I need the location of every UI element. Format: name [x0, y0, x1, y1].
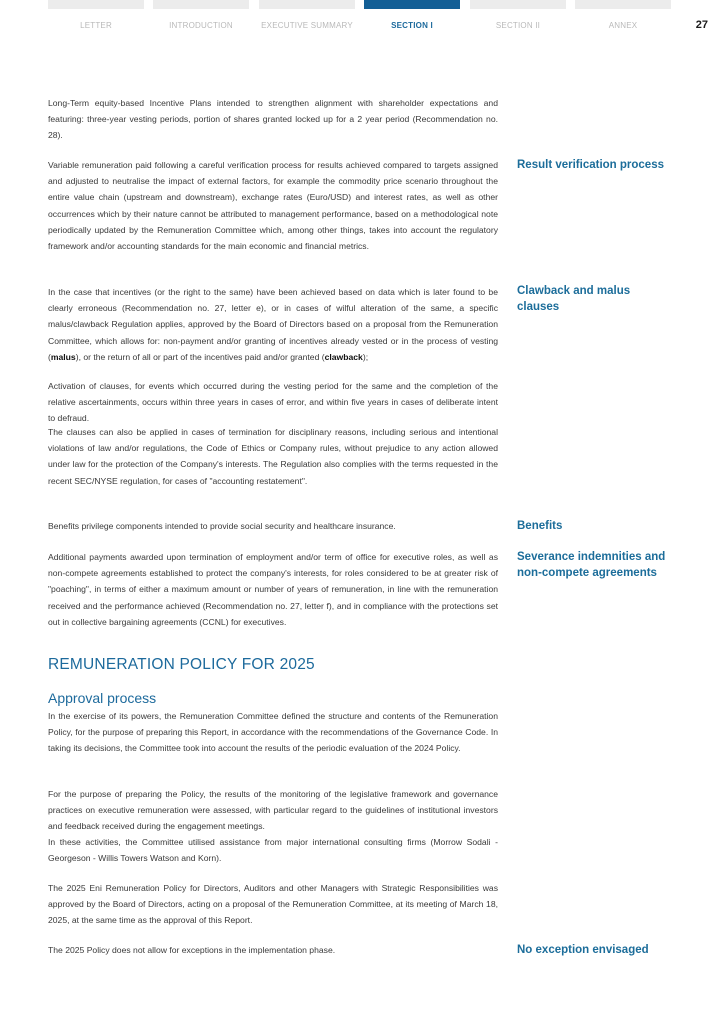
paragraph-variable-remuneration: Variable remuneration paid following a careful verification process for results achieved compared to targets assigned and adjusted to neutralise the impact of external factors, for example the commodity price scenario throughout the entire value chain (upstream and downstream), exchange rates (Euro/USD) and interest rates, as well as other occurrences which by their nature cannot be attributed to management performance, based on a methodological note periodically updated by the Remuneration Committee which, among other things, takes into account the regulatory framework and/or accounting standards for the main economic and financial metrics.	[48, 160, 498, 252]
side-note-clawback-malus: Clawback and malus clauses	[517, 285, 631, 313]
subsection-heading: Approval process	[48, 690, 157, 706]
text-segment: ), or the return of all or part of the incentives paid and/or granted (	[75, 351, 325, 362]
paragraph-termination-clauses: The clauses can also be applied in cases of termination for disciplinary reasons, including serious and intentional violations of law and/or regulations, the Code of Ethics or Company rules, without prejudice to any action allowed under law for the protection of the Company's interests. The Regulation also complies with the terms requested in the recent SEC/NYSE regulation, for cases of "accounting restatement".	[48, 427, 498, 486]
paragraph-consulting-firms: In these activities, the Committee utilised assistance from major international consulting firms (Morrow Sodali - Georgeson - Willis Towers Watson and Korn).	[48, 837, 498, 864]
tab-introduction[interactable]	[153, 0, 249, 40]
side-note-benefits: Benefits	[517, 520, 563, 532]
tab-annex[interactable]	[575, 0, 671, 40]
tab-label: LETTER	[80, 21, 112, 30]
tab-executive-summary[interactable]	[259, 0, 355, 40]
paragraph-policy-approval: The 2025 Eni Remuneration Policy for Directors, Auditors and other Managers with Strategic Responsibilities was approved by the Board of Directors, acting on a proposal of the Remuneration Committee, at its meeting of March 18, 2025, at the same time as the approval of this Report.	[48, 883, 498, 926]
paragraph-policy-preparation: For the purpose of preparing the Policy, the results of the monitoring of the legislative framework and governance practices on executive remuneration were assessed, with particular regard to the guidelines of institutional investors and feedback received during the engagement meetings.	[48, 789, 498, 832]
side-note-no-exception: No exception envisaged	[517, 944, 649, 956]
tab-label: INTRODUCTION	[169, 21, 233, 30]
section-heading: REMUNERATION POLICY FOR 2025	[48, 656, 315, 673]
tab-indicator	[153, 0, 249, 9]
tab-letter[interactable]	[48, 0, 144, 40]
clawback-term: clawback	[324, 351, 363, 362]
paragraph-long-term-incentives: Long-Term equity-based Incentive Plans intended to strengthen alignment with shareholder expectations and featuring: three-year vesting periods, portion of shares granted locked up for a 2 year period (Recommendation no. 28).	[48, 98, 498, 141]
tab-indicator	[259, 0, 355, 9]
side-note-result-verification: Result verification process	[517, 159, 664, 171]
tab-section-i[interactable]	[364, 0, 460, 40]
tab-label: SECTION II	[495, 21, 541, 30]
top-navigation	[48, 0, 668, 40]
tab-indicator	[48, 0, 144, 9]
text-segment: In the case that incentives (or the right to the same) have been achieved based on data which is later found to be clearly erroneous (Recommendation no. 27, letter e), or in cases of wilful alteration of the same, a specific malus/clawback Regulation applies, approved by the Board of Directors based on a proposal from the Remuneration Committee, which allows for: non-payment and/or granting of incentives already vested or in the process of vesting (	[48, 287, 498, 362]
paragraph-malus-clawback	[48, 284, 498, 365]
paragraph-activation-clauses: Activation of clauses, for events which occurred during the vesting period for the same and the completion of the relative ascertainments, occurs within three years in cases of error, and within five years in cases of deliberate intent to defraud.	[48, 381, 498, 424]
side-note-severance: Severance indemnities and non-compete agreements	[517, 551, 666, 579]
page-number: 27	[695, 19, 708, 31]
tab-indicator	[470, 0, 566, 9]
paragraph-approval-process: In the exercise of its powers, the Remuneration Committee defined the structure and contents of the Remuneration Policy, for the purpose of preparing this Report, in accordance with the recommendations of the Governance Code. In taking its decisions, the Committee took into account the results of the periodic evaluation of the 2024 Policy.	[48, 711, 498, 754]
tab-indicator	[364, 0, 460, 9]
tab-section-ii[interactable]	[470, 0, 566, 40]
malus-term: malus	[50, 351, 76, 362]
text-segment: );	[362, 351, 369, 362]
paragraph-benefits: Benefits privilege components intended to provide social security and healthcare insurance.	[48, 521, 396, 531]
tab-label: SECTION I	[391, 21, 433, 30]
tab-label: ANNEX	[608, 21, 638, 30]
paragraph-severance: Additional payments awarded upon termination of employment and/or term of office for executive roles, as well as non-compete agreements established to protect the company's interests, for roles considered to be at greater risk of "poaching", in terms of either a maximum amount or number of years of remuneration, in line with the remuneration received and the performance achieved (Recommendation no. 27, letter f), and in compliance with the protections set out in collective bargaining agreements (CCNL) for executives.	[48, 552, 498, 627]
paragraph-no-exceptions: The 2025 Policy does not allow for exceptions in the implementation phase.	[48, 945, 336, 955]
tab-label: EXECUTIVE SUMMARY	[261, 21, 353, 30]
tab-indicator	[575, 0, 671, 9]
